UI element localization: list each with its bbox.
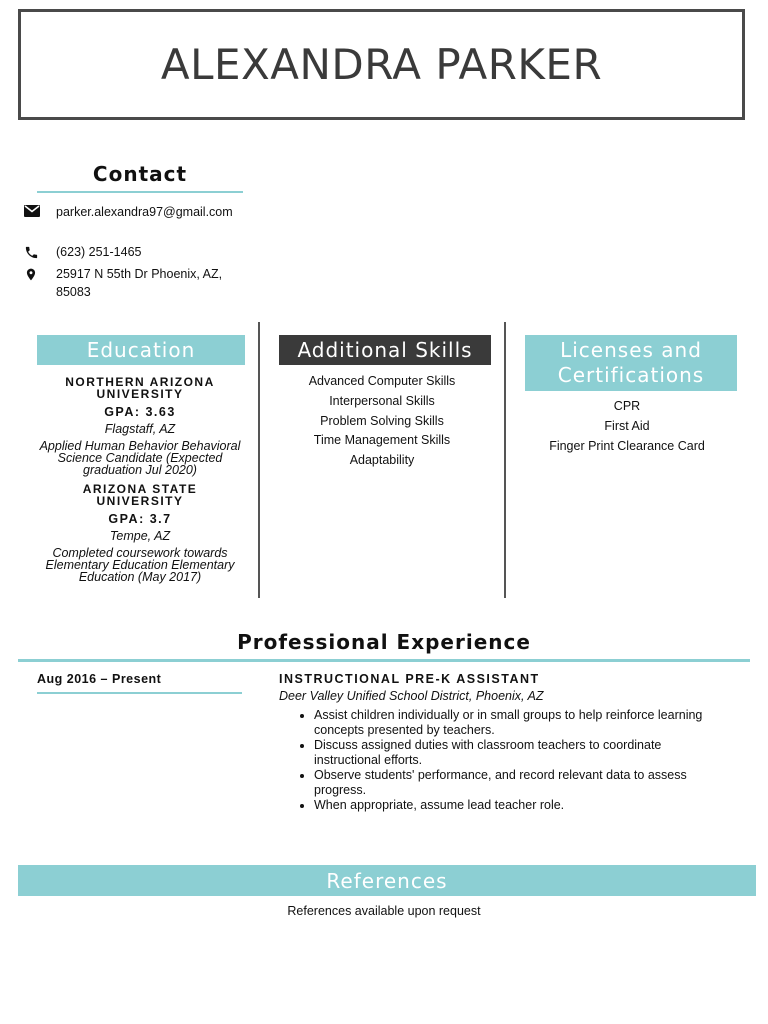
job-title: INSTRUCTIONAL PRE-K ASSISTANT [279,672,540,686]
licenses-heading: Licenses and Certifications [525,335,737,391]
references-heading: References [18,865,756,896]
education-entry [37,481,243,583]
contact-email[interactable]: parker.alexandra97@gmail.com [56,205,233,219]
contact-address: 25917 N 55th Dr Phoenix, AZ, 85083 [56,267,223,299]
contact-divider [37,191,243,193]
job-duty: • Observe students' performance, and record relevant data to assess progress. [314,768,724,798]
skill-item: Adaptability [349,453,415,468]
school-location: Tempe, AZ [109,529,171,543]
column-divider-right [504,322,506,598]
school-description: Applied Human Behavior Behavioral Science Candidate (Expected graduation Jul 2020) [39,439,241,477]
license-item: Finger Print Clearance Card [549,438,705,453]
references-text: References available upon request [287,904,481,918]
licenses-list [517,397,737,456]
location-pin-icon [24,265,56,301]
experience-heading: Professional Experience [237,630,531,654]
job-date-divider [37,692,242,694]
skill-item: Problem Solving Skills [320,413,444,428]
column-divider-left [258,322,260,598]
skill-item: Advanced Computer Skills [308,374,456,388]
skill-item: Interpersonal Skills [329,393,435,408]
skill-item: Time Management Skills [313,433,451,448]
employer: Deer Valley Unified School District, Phoenix, AZ [279,689,544,703]
license-item: First Aid [604,418,650,433]
contact-address-row [24,265,244,301]
contact-email-row [24,203,244,221]
school-description: Completed coursework towards Elementary Education Elementary Education (May 2017) [45,546,235,584]
job-duty: • Assist children individually or in small groups to help reinforce learning concepts presented by teachers. [314,708,724,738]
education-heading: Education [37,335,245,365]
school-gpa: GPA: 3.63 [104,405,176,419]
job-dates: Aug 2016 – Present [37,672,162,686]
phone-icon [24,243,56,261]
candidate-name: ALEXANDRA PARKER [160,40,603,89]
school-gpa: GPA: 3.7 [108,512,172,526]
name-header-box [18,9,745,120]
license-item: CPR [613,399,641,413]
contact-heading: Contact [92,162,188,186]
school-name: ARIZONA STATE UNIVERSITY [82,482,198,508]
job-duty: • When appropriate, assume lead teacher role. [314,798,724,813]
experience-divider [18,659,750,662]
email-icon [24,203,56,221]
skills-list [272,372,492,471]
contact-phone: (623) 251-1465 [56,245,142,259]
skills-heading: Additional Skills [279,335,491,365]
school-name: NORTHERN ARIZONA UNIVERSITY [65,375,215,401]
job-duty: • Discuss assigned duties with classroom teachers to coordinate instructional efforts. [314,738,724,768]
education-entry [37,374,243,476]
job-duties-list [296,708,724,813]
school-location: Flagstaff, AZ [104,422,176,436]
contact-phone-row [24,243,244,261]
